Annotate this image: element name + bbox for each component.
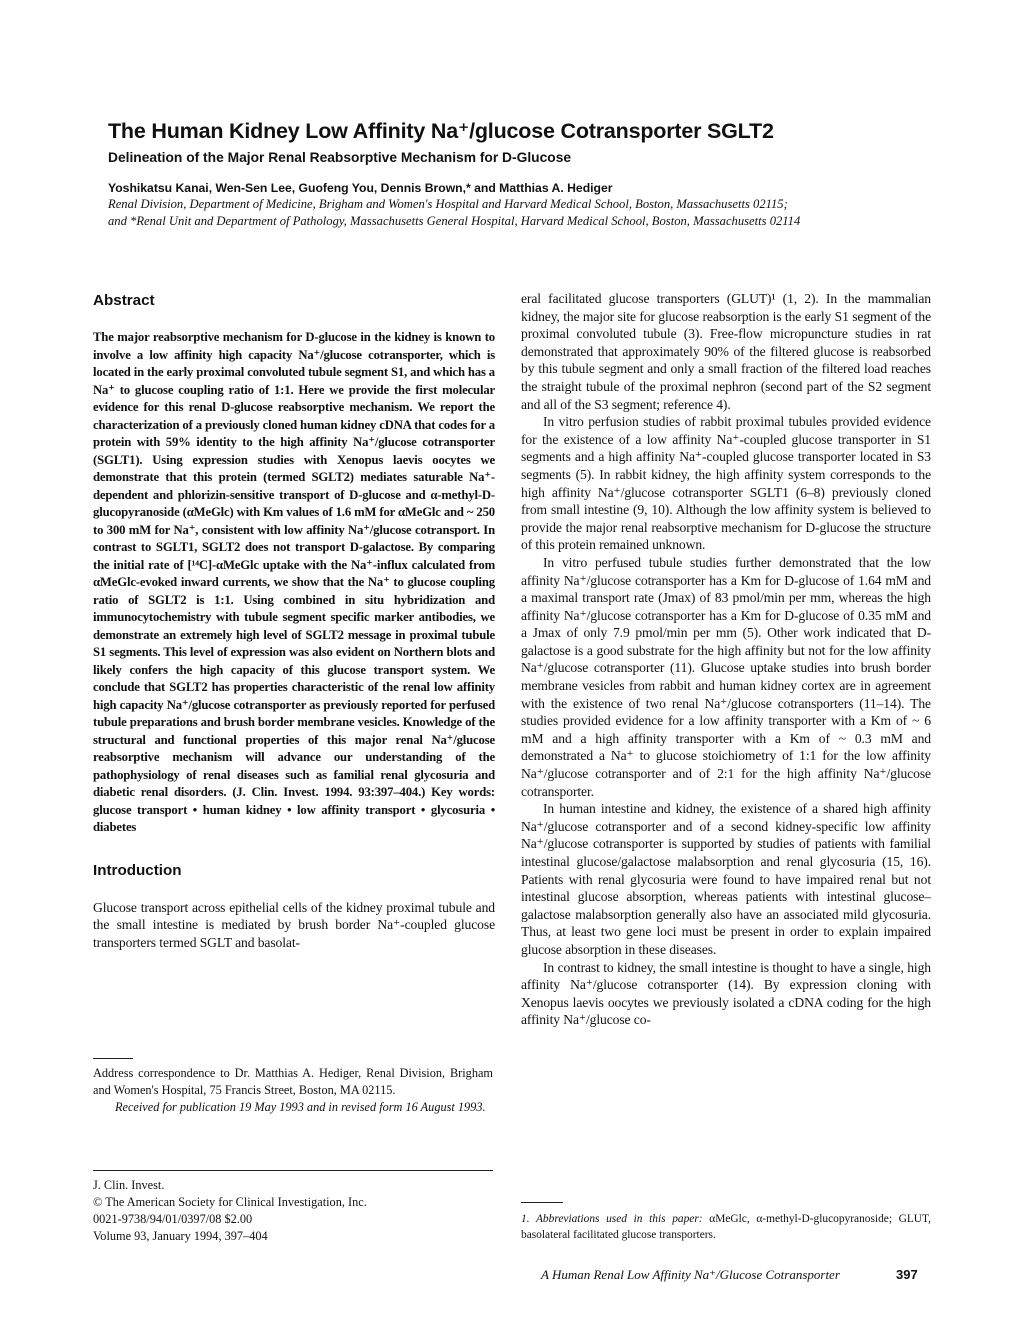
footnote [521, 1211, 931, 1243]
journal-name: J. Clin. Invest. [93, 1178, 165, 1192]
right-column-text [521, 290, 931, 1029]
introduction-text: Glucose transport across epithelial cells of the kidney proximal tubule and the small intestine is mediated by brush border Na⁺-coupled glucose transporters termed SGLT and basolat- [93, 899, 495, 950]
correspondence-divider [93, 1058, 133, 1059]
paragraph: In human intestine and kidney, the existence of a shared high affinity Na⁺/glucose cotransporter and of a second kidney-specific low affinity Na⁺/glucose cotransporter is supported by studies of patients with familial intestinal glucose/galactose malabsorption and renal glycosuria (15, 16). Patients with renal glycosuria were found to have impaired renal but not intestinal glucose absorption, whereas patients with intestinal glucose–galactose malabsorption generally also have an associated mild glycosuria. Thus, at least two gene loci must be present in order to explain impaired glucose absorption in these diseases. [521, 801, 931, 957]
paragraph: In vitro perfused tubule studies further demonstrated that the low affinity Na⁺/glucose cotransporter has a Km for D-glucose of 1.64 mM and a maximal transport rate (Jmax) of 83 pmol/min per mm, whereas the high affinity Na⁺/glucose cotransporter has a Km for D-glucose of 0.35 mM and a Jmax of only 7.9 pmol/min per mm (5). Other work indicated that D-galactose is a good substrate for the high affinity but not for the low affinity Na⁺/glucose cotransporter (11). Glucose uptake studies into brush border membrane vesicles from rabbit and human kidney cortex are in agreement with the existence of two renal Na⁺/glucose cotransporters (11–14). The studies provided evidence for a low affinity transporter with a Km of ~ 6 mM and a high affinity transporter with a Km of ~ 0.3 mM and demonstrated a Na⁺ to glucose stoichiometry of 1:1 for the low affinity Na⁺/glucose cotransporter and of 2:1 for the high affinity Na⁺/glucose cotransporter. [521, 554, 931, 799]
abstract-text: The major reabsorptive mechanism for D-glucose in the kidney is known to involve a low affinity high capacity Na⁺/glucose cotransporter, which is located in the early proximal convoluted tubule segment S1, and which has a Na⁺ to glucose coupling ratio of 1:1. Here we provide the first molecular evidence for this renal D-glucose reabsorptive mechanism. We report the characterization of a previously cloned human kidney cDNA that codes for a protein with 59% identity to the high affinity Na⁺/glucose cotransporter (SGLT1). Using expression studies with Xenopus laevis oocytes we demonstrate that this protein (termed SGLT2) mediates saturable Na⁺-dependent and phlorizin-sensitive transport of D-glucose and α-methyl-D-glucopyranoside (αMeGlc) with Km values of 1.6 mM for αMeGlc and ~ 250 to 300 mM for Na⁺, consistent with low affinity Na⁺/glucose cotransport. In contrast to SGLT1, SGLT2 does not transport D-galactose. By comparing the initial rate of [¹⁴C]-αMeGlc uptake with the Na⁺-influx calculated from αMeGlc-evoked inward currents, we show that the Na⁺ to glucose coupling ratio of SGLT2 is 1:1. Using combined in situ hybridization and immunocytochemistry with tubule segment specific marker antibodies, we demonstrate an extremely high level of SGLT2 message in proximal tubule S1 segments. This level of expression was also evident on Northern blots and likely confers the high capacity of this glucose transport system. We conclude that SGLT2 has properties characteristic of the renal low affinity high capacity Na⁺/glucose cotransporter as previously reported for perfused tubule preparations and brush border membrane vesicles. Knowledge of the structural and functional properties of this major renal Na⁺/glucose reabsorptive mechanism will advance our understanding of the pathophysiology of renal diseases such as familial renal glycosuria and diabetic renal disorders. (J. Clin. Invest. 1994. 93:397–404.) Key words: glucose transport • human kidney • low affinity transport • glycosuria • diabetes [93, 330, 495, 834]
publication-info [93, 1177, 493, 1245]
abstract-heading: Abstract [93, 292, 155, 309]
affiliation-line-2: and *Renal Unit and Department of Pathology, Massachusetts General Hospital, Harvard Medical School, Boston, Massachusetts 02114 [108, 214, 801, 228]
correspondence-note [93, 1065, 493, 1116]
footnote-label: 1. Abbreviations used in this paper: [521, 1213, 703, 1225]
copyright-line: © The American Society for Clinical Investigation, Inc. [93, 1195, 367, 1209]
left-column [93, 290, 495, 951]
introduction-heading: Introduction [93, 861, 182, 879]
correspondence-address: Address correspondence to Dr. Matthias A. Hediger, Renal Division, Brigham and Women's Hospital, 75 Francis Street, Boston, MA 02115. [93, 1066, 493, 1097]
issn-line: 0021-9738/94/01/0397/08 $2.00 [93, 1212, 253, 1226]
publication-divider [93, 1170, 493, 1171]
affiliation-line-1: Renal Division, Department of Medicine, Brigham and Women's Hospital and Harvard Medical School, Boston, Massachusetts 02115; [108, 197, 788, 211]
paper-title: The Human Kidney Low Affinity Na⁺/glucose Cotransporter SGLT2 [108, 119, 774, 143]
affiliations [108, 196, 938, 230]
right-column [521, 290, 931, 1029]
paragraph: In contrast to kidney, the small intestine is thought to have a single, high affinity Na⁺/glucose cotransporter (14). By expression cloning with Xenopus laevis oocytes we previously isolated a cDNA coding for the high affinity Na⁺/glucose co- [521, 959, 931, 1028]
paragraph: eral facilitated glucose transporters (GLUT)¹ (1, 2). In the mammalian kidney, the major site for glucose reabsorption is the early S1 segment of the proximal convoluted tubule (3). Free-flow micropuncture studies in rat demonstrated that approximately 90% of the filtered glucose is reabsorbed by this tubule segment and only a small fraction of the filtered load reaches the straight tubule of the proximal nephron (second part of the S2 segment and all of the S3 segment; reference 4). [521, 291, 931, 412]
volume-line: Volume 93, January 1994, 397–404 [93, 1229, 268, 1243]
received-dates: Received for publication 19 May 1993 and in revised form 16 August 1993. [115, 1100, 486, 1114]
running-head: A Human Renal Low Affinity Na⁺/Glucose Cotransporter [541, 1267, 840, 1282]
paper-subtitle: Delineation of the Major Renal Reabsorptive Mechanism for D-Glucose [108, 150, 572, 165]
footnote-text: αMeGlc, α-methyl-D-glucopyranoside; GLUT, basolateral facilitated glucose transporters. [521, 1213, 931, 1241]
paragraph: In vitro perfusion studies of rabbit proximal tubules provided evidence for the existence of a low affinity Na⁺-coupled glucose transporter in S1 segments and a high affinity Na⁺-coupled glucose transporter located in S3 segments (5). In rabbit kidney, the high affinity system corresponds to the high affinity Na⁺/glucose cotransporter SGLT1 (6–8) previously cloned from small intestine (9, 10). Although the low affinity system is believed to provide the major renal reabsorptive mechanism for D-glucose the structure of this protein remained unknown. [521, 414, 931, 553]
page-number: 397 [896, 1267, 918, 1282]
footnote-divider [521, 1202, 563, 1203]
author-list: Yoshikatsu Kanai, Wen-Sen Lee, Guofeng You, Dennis Brown,* and Matthias A. Hediger [108, 181, 613, 195]
